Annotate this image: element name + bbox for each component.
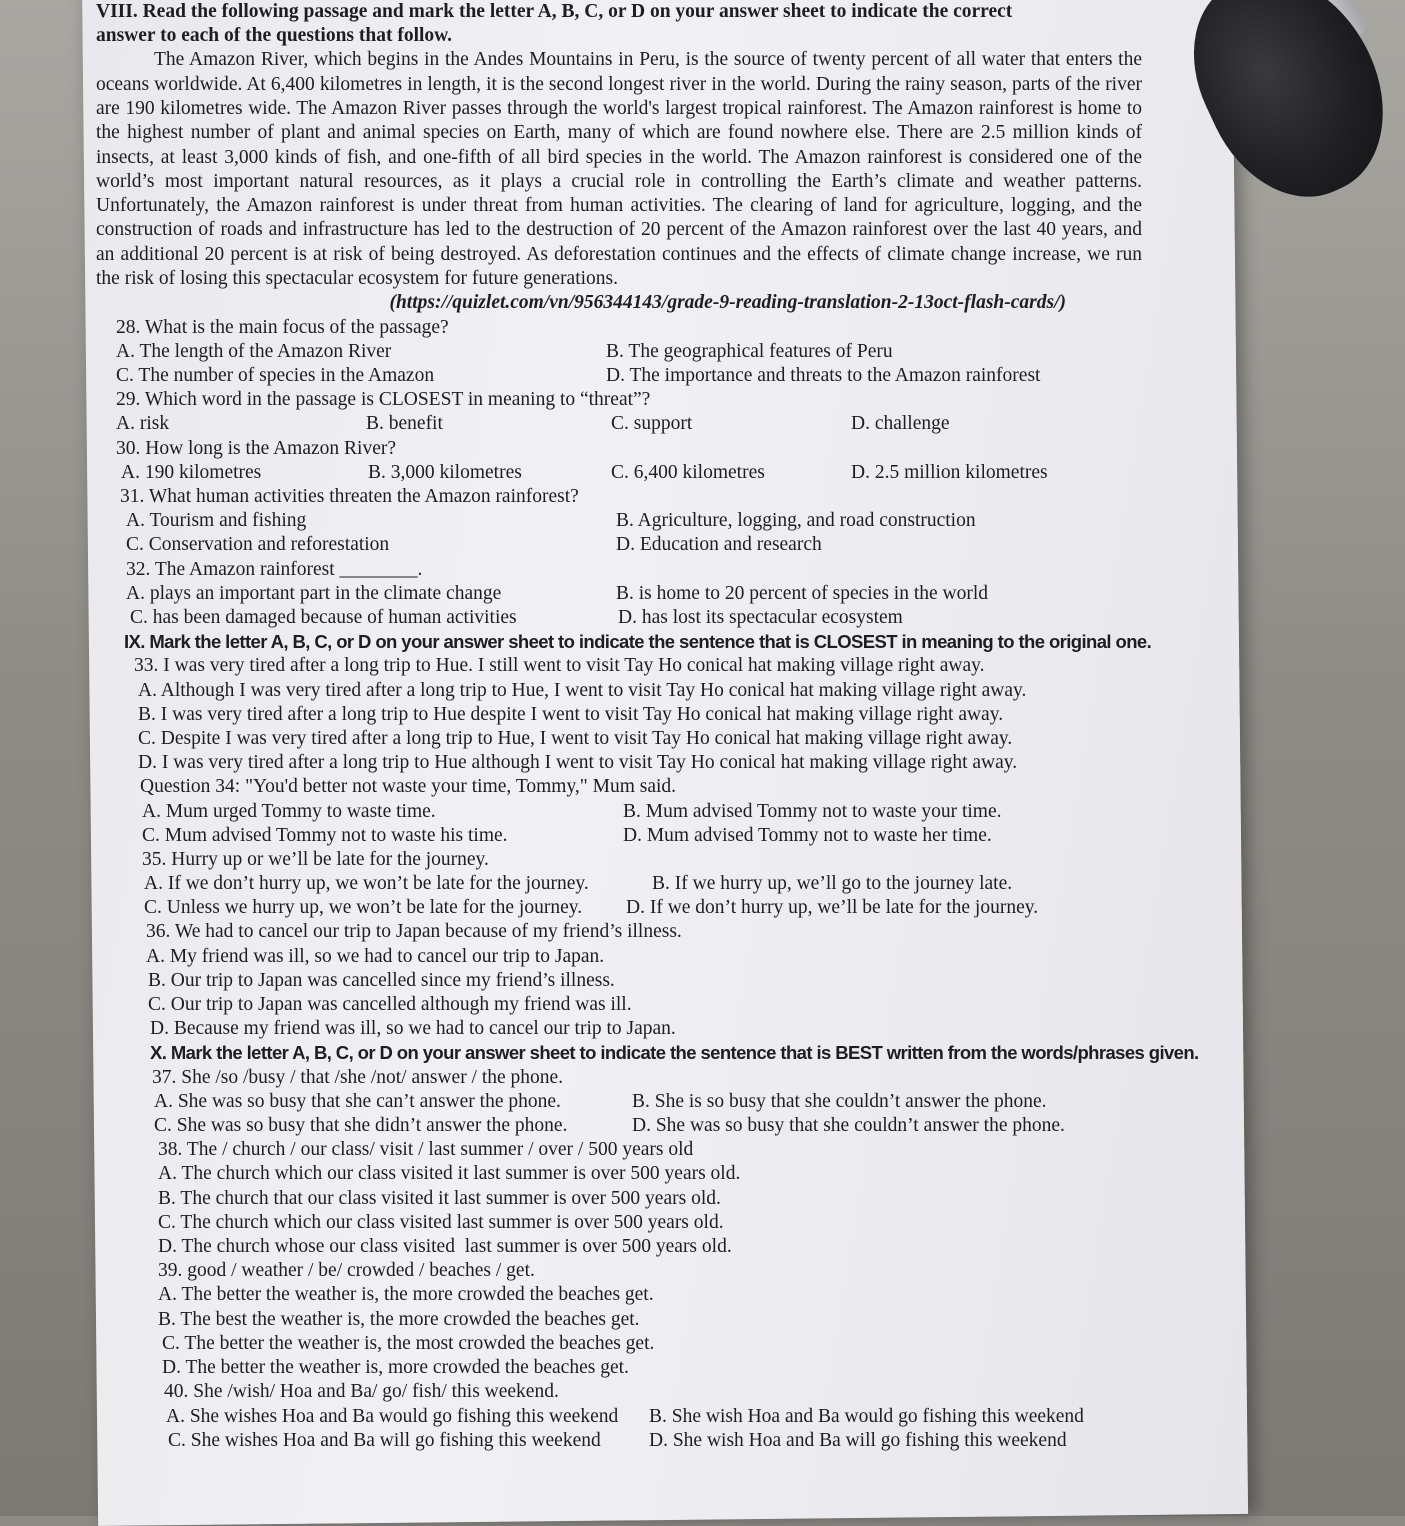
q38-option-b[interactable]: B. The church that our class visited it last summer is over 500 years old. [158, 1187, 721, 1209]
q29-row [96, 412, 1156, 436]
q34-option-d[interactable]: D. Mum advised Tommy not to waste her time. [623, 824, 992, 846]
q37-option-c[interactable]: C. She was so busy that she didn’t answer the phone. [154, 1115, 568, 1137]
q34-row-1 [96, 800, 1156, 824]
q39-option-d[interactable]: D. The better the weather is, more crowded the beaches get. [162, 1357, 629, 1379]
q34-option-c[interactable]: C. Mum advised Tommy not to waste his time. [142, 824, 508, 846]
q36-option-d[interactable]: D. Because my friend was ill, so we had to cancel our trip to Japan. [150, 1018, 676, 1040]
q28-option-a[interactable]: A. The length of the Amazon River [116, 340, 392, 362]
q34-option-b[interactable]: B. Mum advised Tommy not to waste your time. [623, 800, 1002, 822]
q28-option-c[interactable]: C. The number of species in the Amazon [116, 364, 435, 386]
q40-option-c[interactable]: C. She wishes Hoa and Ba will go fishing this weekend [168, 1429, 601, 1451]
q31-row-1 [96, 509, 1156, 533]
q37-row-2 [96, 1114, 1156, 1138]
q33-option-c[interactable]: C. Despite I was very tired after a long trip to Hue, I went to visit Tay Ho conical hat making village right away. [138, 727, 1013, 749]
q29-question: 29. Which word in the passage is CLOSEST in meaning to “threat”? [116, 389, 651, 411]
q37-option-b[interactable]: B. She is so busy that she couldn’t answer the phone. [632, 1090, 1047, 1112]
section-9-heading: IX. Mark the letter A, B, C, or D on your answer sheet to indicate the sentence that is CLOSEST in meaning to the original one. [124, 631, 1152, 653]
worksheet [96, 0, 1199, 1453]
q40-option-d[interactable]: D. She wish Hoa and Ba will go fishing this weekend [649, 1429, 1067, 1451]
section-8-heading-line-1: VIII. Read the following passage and mark the letter A, B, C, or D on your answer sheet to indicate the correct [96, 1, 1013, 22]
q28-question: 28. What is the main focus of the passage? [116, 316, 449, 338]
q33-option-b[interactable]: B. I was very tired after a long trip to Hue despite I went to visit Tay Ho conical hat making village right away. [138, 703, 1004, 725]
q28-option-d[interactable]: D. The importance and threats to the Amazon rainforest [606, 364, 1041, 386]
q40-row-2 [96, 1429, 1156, 1453]
q28-row-1 [96, 340, 1156, 364]
q30-option-d[interactable]: D. 2.5 million kilometres [851, 461, 1048, 483]
q32-option-a[interactable]: A. plays an important part in the climate change [126, 582, 502, 604]
q35-question: 35. Hurry up or we’ll be late for the journey. [142, 848, 489, 870]
q34-question: Question 34: "You'd better not waste your time, Tommy," Mum said. [140, 776, 677, 798]
q31-option-c[interactable]: C. Conservation and reforestation [126, 534, 390, 556]
passage-source: (https://quizlet.com/vn/956344143/grade-9-reading-translation-2-13oct-flash-cards/) [389, 292, 1066, 314]
q39-option-a[interactable]: A. The better the weather is, the more crowded the beaches get. [158, 1284, 654, 1306]
q32-option-b[interactable]: B. is home to 20 percent of species in the world [616, 582, 989, 604]
q33-question: 33. I was very tired after a long trip to Hue. I still went to visit Tay Ho conical hat making village right away. [134, 655, 985, 677]
q40-row-1 [96, 1405, 1156, 1429]
q32-row-2 [96, 606, 1156, 630]
q38-option-a[interactable]: A. The church which our class visited it last summer is over 500 years old. [158, 1163, 741, 1185]
q30-option-a[interactable]: A. 190 kilometres [121, 461, 262, 483]
q35-option-a[interactable]: A. If we don’t hurry up, we won’t be late for the journey. [144, 873, 589, 895]
q35-option-b[interactable]: B. If we hurry up, we’ll go to the journey late. [652, 873, 1013, 895]
q39-option-c[interactable]: C. The better the weather is, the most crowded the beaches get. [162, 1332, 655, 1354]
q32-option-d[interactable]: D. has lost its spectacular ecosystem [618, 606, 903, 628]
q37-question: 37. She /so /busy / that /she /not/ answer / the phone. [152, 1066, 564, 1088]
q31-option-b[interactable]: B. Agriculture, logging, and road construction [616, 510, 976, 532]
q30-option-c[interactable]: C. 6,400 kilometres [611, 461, 765, 483]
q39-option-b[interactable]: B. The best the weather is, the more crowded the beaches get. [158, 1308, 640, 1330]
q35-option-d[interactable]: D. If we don’t hurry up, we’ll be late for the journey. [626, 897, 1039, 919]
q29-option-c[interactable]: C. support [611, 413, 693, 435]
q31-option-d[interactable]: D. Education and research [616, 534, 822, 556]
q37-row-1 [96, 1090, 1156, 1114]
section-10-heading: X. Mark the letter A, B, C, or D on your answer sheet to indicate the sentence that is BEST written from the words/phrases given. [150, 1042, 1199, 1064]
q31-option-a[interactable]: A. Tourism and fishing [126, 510, 307, 532]
q36-option-a[interactable]: A. My friend was ill, so we had to cancel our trip to Japan. [146, 945, 605, 967]
q29-option-d[interactable]: D. challenge [851, 413, 950, 435]
q28-option-b[interactable]: B. The geographical features of Peru [606, 340, 893, 362]
q30-row [96, 461, 1156, 485]
q37-option-a[interactable]: A. She was so busy that she can’t answer the phone. [154, 1090, 561, 1112]
reading-passage: The Amazon River, which begins in the Andes Mountains in Peru, is the source of twenty percent of all water that enters the oceans worldwide. At 6,400 kilometres in length, it is the second longest river in the world. During the rainy season, parts of the river are 190 kilometres wide. The Amazon River passes through the world's largest tropical rainforest. The Amazon rainforest is home to the highest number of plant and animal species on Earth, many of which are found nowhere else. There are 2.5 million kinds of insects, at least 3,000 kinds of fish, and one-fifth of all bird species in the world. The Amazon rainforest is considered one of the world’s most important natural resources, as it plays a crucial role in controlling the Earth’s climate and weather patterns. Unfortunately, the Amazon rainforest is under threat from human activities. The clearing of land for agriculture, logging, and the construction of roads and infrastructure has led to the destruction of 20 percent of the Amazon rainforest over the last 40 years, and an additional 20 percent is at risk of being destroyed. As deforestation continues and the effects of climate change increase, we run the risk of losing this spectacular ecosystem for future generations. [96, 49, 1142, 290]
q29-option-a[interactable]: A. risk [116, 413, 170, 435]
q35-row-2 [96, 896, 1156, 920]
q28-row-2 [96, 364, 1156, 388]
q38-question: 38. The / church / our class/ visit / last summer / over / 500 years old [158, 1139, 694, 1161]
q32-question: 32. The Amazon rainforest ________. [126, 558, 423, 580]
q30-option-b[interactable]: B. 3,000 kilometres [368, 461, 522, 483]
q33-option-d[interactable]: D. I was very tired after a long trip to Hue although I went to visit Tay Ho conical hat making village right away. [138, 752, 1018, 774]
q37-option-d[interactable]: D. She was so busy that she couldn’t answer the phone. [632, 1115, 1065, 1137]
q35-option-c[interactable]: C. Unless we hurry up, we won’t be late for the journey. [144, 897, 583, 919]
q33-option-a[interactable]: A. Although I was very tired after a long trip to Hue, I went to visit Tay Ho conical hat making village right away. [138, 679, 1027, 701]
section-8-heading-line-2: answer to each of the questions that follow. [96, 25, 453, 47]
q34-row-2 [96, 824, 1156, 848]
q38-option-d[interactable]: D. The church whose our class visited last summer is over 500 years old. [158, 1236, 732, 1258]
q39-question: 39. good / weather / be/ crowded / beaches / get. [158, 1260, 535, 1282]
q30-question: 30. How long is the Amazon River? [116, 437, 396, 459]
q36-option-b[interactable]: B. Our trip to Japan was cancelled since my friend’s illness. [148, 969, 615, 991]
q40-option-b[interactable]: B. She wish Hoa and Ba would go fishing this weekend [649, 1405, 1084, 1427]
q35-row-1 [96, 872, 1156, 896]
q34-option-a[interactable]: A. Mum urged Tommy to waste time. [142, 800, 436, 822]
q32-option-c[interactable]: C. has been damaged because of human activities [130, 606, 517, 628]
q36-option-c[interactable]: C. Our trip to Japan was cancelled although my friend was ill. [148, 994, 632, 1016]
q31-row-2 [96, 533, 1156, 557]
q40-question: 40. She /wish/ Hoa and Ba/ go/ fish/ this weekend. [164, 1381, 559, 1403]
q36-question: 36. We had to cancel our trip to Japan because of my friend’s illness. [146, 921, 682, 943]
q40-option-a[interactable]: A. She wishes Hoa and Ba would go fishing this weekend [166, 1405, 619, 1427]
q29-option-b[interactable]: B. benefit [366, 413, 443, 435]
q32-row-1 [96, 582, 1156, 606]
q38-option-c[interactable]: C. The church which our class visited last summer is over 500 years old. [158, 1211, 724, 1233]
q31-question: 31. What human activities threaten the Amazon rainforest? [120, 485, 579, 507]
